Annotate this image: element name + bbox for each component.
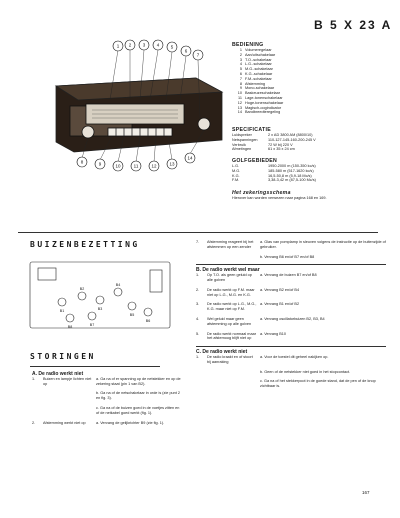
specs-value: 72 W bij 220 V <box>268 142 293 147</box>
tube-label: B6 <box>145 319 151 323</box>
fault-number: 5. <box>196 331 200 336</box>
fault-number: 1. <box>196 354 200 359</box>
tube-label: B5 <box>129 313 135 317</box>
bands-key: F.M. <box>232 178 240 183</box>
layout-heading: BUIZENBEZETTING <box>30 240 140 249</box>
specs-key: Afmetingen <box>232 147 252 152</box>
fault-symptom: De radio kraakt en of stoort bij aanraking <box>207 354 253 364</box>
fault-symptom <box>207 255 257 260</box>
fault-symptom: Afstemming werkt niet op <box>43 420 86 425</box>
fault-remedy: a. Vervang oscillatorbuizen B2, B3, B4 <box>260 316 325 321</box>
legend-label: T.O.-schakelaar <box>245 57 272 62</box>
fault-symptom: Buizen en lampje lichten niet op <box>43 376 92 386</box>
tube-b2 <box>78 292 86 300</box>
callout-8: 8 <box>80 159 84 165</box>
legend-number: 14 <box>237 110 242 115</box>
tube-label: B1 <box>59 309 65 313</box>
fault-remedy: a. Vervang de buizen B7 en/of B8 <box>260 273 317 278</box>
legend-label: M.G.-schakelaar <box>245 67 273 72</box>
tuner-block <box>38 268 56 280</box>
fault-remedy: a. Vervang de gelijkrichter B9 (zie fig. 1). <box>96 420 165 425</box>
fault-remedy: c. Ga na of het stekkerpoot in de goede stand, dat de pen of de knop zichtbaar is. <box>260 379 376 389</box>
tube-label: B7 <box>89 323 95 327</box>
fault-number: 2. <box>196 287 200 292</box>
legend-number: 2 <box>239 52 242 57</box>
faults-list <box>32 372 182 430</box>
fault-symptom: Afstemming reageert bij het afstemmen op een zender <box>207 240 254 249</box>
fault-number: 1. <box>32 376 36 381</box>
fault-symptom <box>43 391 93 401</box>
callout-6: 6 <box>184 48 188 54</box>
callout-1: 1 <box>116 43 120 49</box>
fault-remedy: a. Vervang B10 <box>260 331 286 336</box>
legend-label: Bandbreedteregeling <box>245 110 281 115</box>
legend-number: 1 <box>239 48 242 52</box>
faults-heading: STORINGEN <box>30 352 96 361</box>
specs-key: Luidspreker <box>232 133 252 137</box>
legend-number: 12 <box>237 100 242 105</box>
tube-b5 <box>128 302 136 310</box>
tube-label: B8 <box>67 325 73 329</box>
fault-symptom: De radio werkt op L.G., M.G., K.G. maar niet op F.M. <box>207 302 257 312</box>
note-title: Het zekeringsschema <box>232 190 291 196</box>
fault-symptom: De radio werkt op F.M. maar niet op L.G., M.G. en K.G. <box>207 287 255 297</box>
fault-symptom: De radio werkt normaal maar het afstemoog blijft niet op <box>207 331 256 341</box>
section-b-heading: B. De radio werkt wel maar <box>196 267 260 274</box>
page-number: 167 <box>362 490 370 495</box>
legend-number: 7 <box>239 76 242 81</box>
legend-label: K.G.-schakelaar <box>245 71 273 76</box>
right-column <box>196 240 386 394</box>
legend-label: Baskeuzeschakelaar <box>245 91 281 96</box>
legend-label: Magisch-oogindicator <box>245 105 282 110</box>
fault-item <box>196 370 386 375</box>
bands-value: 3,38-3,42 m (87,5-100 Mc/s) <box>268 178 316 183</box>
legend-label: Volumeregelaar <box>245 48 272 52</box>
callout-2: 2 <box>128 42 132 48</box>
fault-number: 3. <box>196 302 200 307</box>
legend-number: 6 <box>239 71 242 76</box>
specs-key: Verbruik <box>232 142 246 147</box>
specs-value: 2 x AD 3800 AM (8800/10) <box>268 133 313 137</box>
legend-number: 11 <box>238 95 242 100</box>
fault-symptom: Wel geluid maar geen afstemming op alle golven <box>207 316 252 326</box>
specs-title: SPECIFICATIE <box>232 127 271 133</box>
callout-3: 3 <box>142 42 146 48</box>
fault-symptom: Op T.O. als geen geluid op alle golven <box>207 273 252 282</box>
bands-key: L.G. <box>232 164 240 168</box>
callout-7: 7 <box>196 52 200 58</box>
legend-number: 4 <box>239 62 242 67</box>
callout-12: 12 <box>151 163 157 169</box>
fault-number <box>196 370 204 375</box>
fault-number: 7. <box>196 240 200 244</box>
fault-item <box>196 317 386 327</box>
legend-number: 10 <box>237 91 242 96</box>
fault-remedy: b. Geen of de netstekker niet goed in het stopcontact. <box>260 369 351 374</box>
tube-b6 <box>144 308 152 316</box>
legend-title: BEDIENING <box>232 42 264 48</box>
fault-remedy: a. Voor de toestel dit geheel nakijken op. <box>260 354 329 359</box>
legend-label: Hoge-tonenschakelaar <box>245 100 284 105</box>
model-number: B 5 X 23 A <box>314 18 393 32</box>
fault-remedy: c. Ga na of de buizen goed in de voetjes zitten en of de netkabel goed werkt (fig. 1). <box>96 405 180 415</box>
tube-b3 <box>96 296 104 304</box>
callout-5: 5 <box>170 44 174 50</box>
section-c-heading: C. De radio werkt niet <box>196 349 248 356</box>
fault-symptom <box>207 370 257 375</box>
fault-item <box>196 288 386 298</box>
section-rule <box>196 264 386 265</box>
fault-number <box>196 379 204 389</box>
fault-remedy: b. Vervang B6 en/of B7 en/of B8 <box>260 254 315 259</box>
legend-label: Lage-tonenschakelaar <box>245 95 283 100</box>
fault-remedy: a. Ga na of er spanning op de netstekker en op de zekering staat (pin 1 van B2). <box>96 376 181 386</box>
fault-remedy: a. Glas van pomplamp in sleuven volgens de instructie op de buitenzijde of gebruiker. <box>260 240 386 249</box>
tube-label: B4 <box>115 283 121 287</box>
callout-13: 13 <box>169 161 175 167</box>
legend-label: Afstemming <box>245 81 266 86</box>
fault-item <box>196 273 386 283</box>
fault-symptom <box>207 379 257 389</box>
legend-number: 3 <box>239 57 242 62</box>
note-text: Hierover kan worden verwezen naar pagina 168 en 169. <box>232 196 327 200</box>
specs-value: 61 x 35 x 24 cm <box>268 147 295 152</box>
tube-b7 <box>88 312 96 320</box>
fault-item <box>196 355 386 365</box>
fault-item <box>32 421 182 426</box>
fault-item <box>196 255 386 260</box>
faults-rule <box>30 366 160 367</box>
callout-4: 4 <box>156 42 160 48</box>
callout-11: 11 <box>133 163 139 169</box>
fault-item <box>196 302 386 312</box>
fault-item <box>32 391 182 401</box>
fault-number <box>32 406 40 416</box>
fault-item <box>196 332 386 342</box>
bands-value: 16,5-50,8 m (5,9-18 Mc/s) <box>268 173 312 178</box>
bands-key: K.G. <box>232 173 240 178</box>
tube-label: B3 <box>97 307 103 311</box>
legend-number: 13 <box>237 105 242 110</box>
tube-b1 <box>58 298 66 306</box>
tube-b8 <box>66 314 74 322</box>
transformer-block <box>150 270 162 292</box>
fault-number: 2. <box>32 420 36 425</box>
legend-number: 8 <box>239 81 242 86</box>
bands-title: GOLFGEBIEDEN <box>232 158 278 164</box>
legend-label: Aan/uitschakelaar <box>245 52 276 57</box>
legend-number: 5 <box>239 67 242 72</box>
fault-item <box>196 240 386 250</box>
callout-9: 9 <box>98 161 102 167</box>
legend-label: Mono-schakelaar <box>245 86 275 91</box>
fault-symptom <box>43 406 93 416</box>
fault-number <box>32 391 40 401</box>
bands-key: M.G. <box>232 168 241 173</box>
fault-item <box>196 379 386 389</box>
fault-number: 1. <box>196 273 200 278</box>
bands-value: 1950-2000 m (150-350 kc/s) <box>268 164 316 168</box>
section-a-heading: A. De radio werkt niet <box>32 371 84 377</box>
callout-14: 14 <box>187 155 193 161</box>
legend-label: F.M.-schakelaar <box>245 76 272 81</box>
bands-value: 185-580 m (517-1620 kc/s) <box>268 168 314 173</box>
fault-number: 4. <box>196 316 200 321</box>
fault-item <box>32 377 182 387</box>
fault-remedy: b. Ga na of de netschakelaar in orde is (zie punt 2 en fig. 3). <box>96 391 181 401</box>
section-rule <box>196 346 386 347</box>
fault-remedy: a. Vervang B1 en/of B2 <box>260 302 300 307</box>
specs-key: Netspanningen <box>232 137 258 142</box>
callout-10: 10 <box>115 163 121 169</box>
tube-b4 <box>114 288 122 296</box>
fault-number <box>196 255 204 260</box>
legend-number: 9 <box>239 86 242 91</box>
fault-remedy: a. Vervang B2 en/of B4 <box>260 287 300 292</box>
tube-label: B2 <box>79 287 85 291</box>
fault-item <box>32 406 182 416</box>
legend-label: L.G.-schakelaar <box>245 62 272 67</box>
specs-value: 110-127-145-160-200-245 V <box>268 137 316 142</box>
